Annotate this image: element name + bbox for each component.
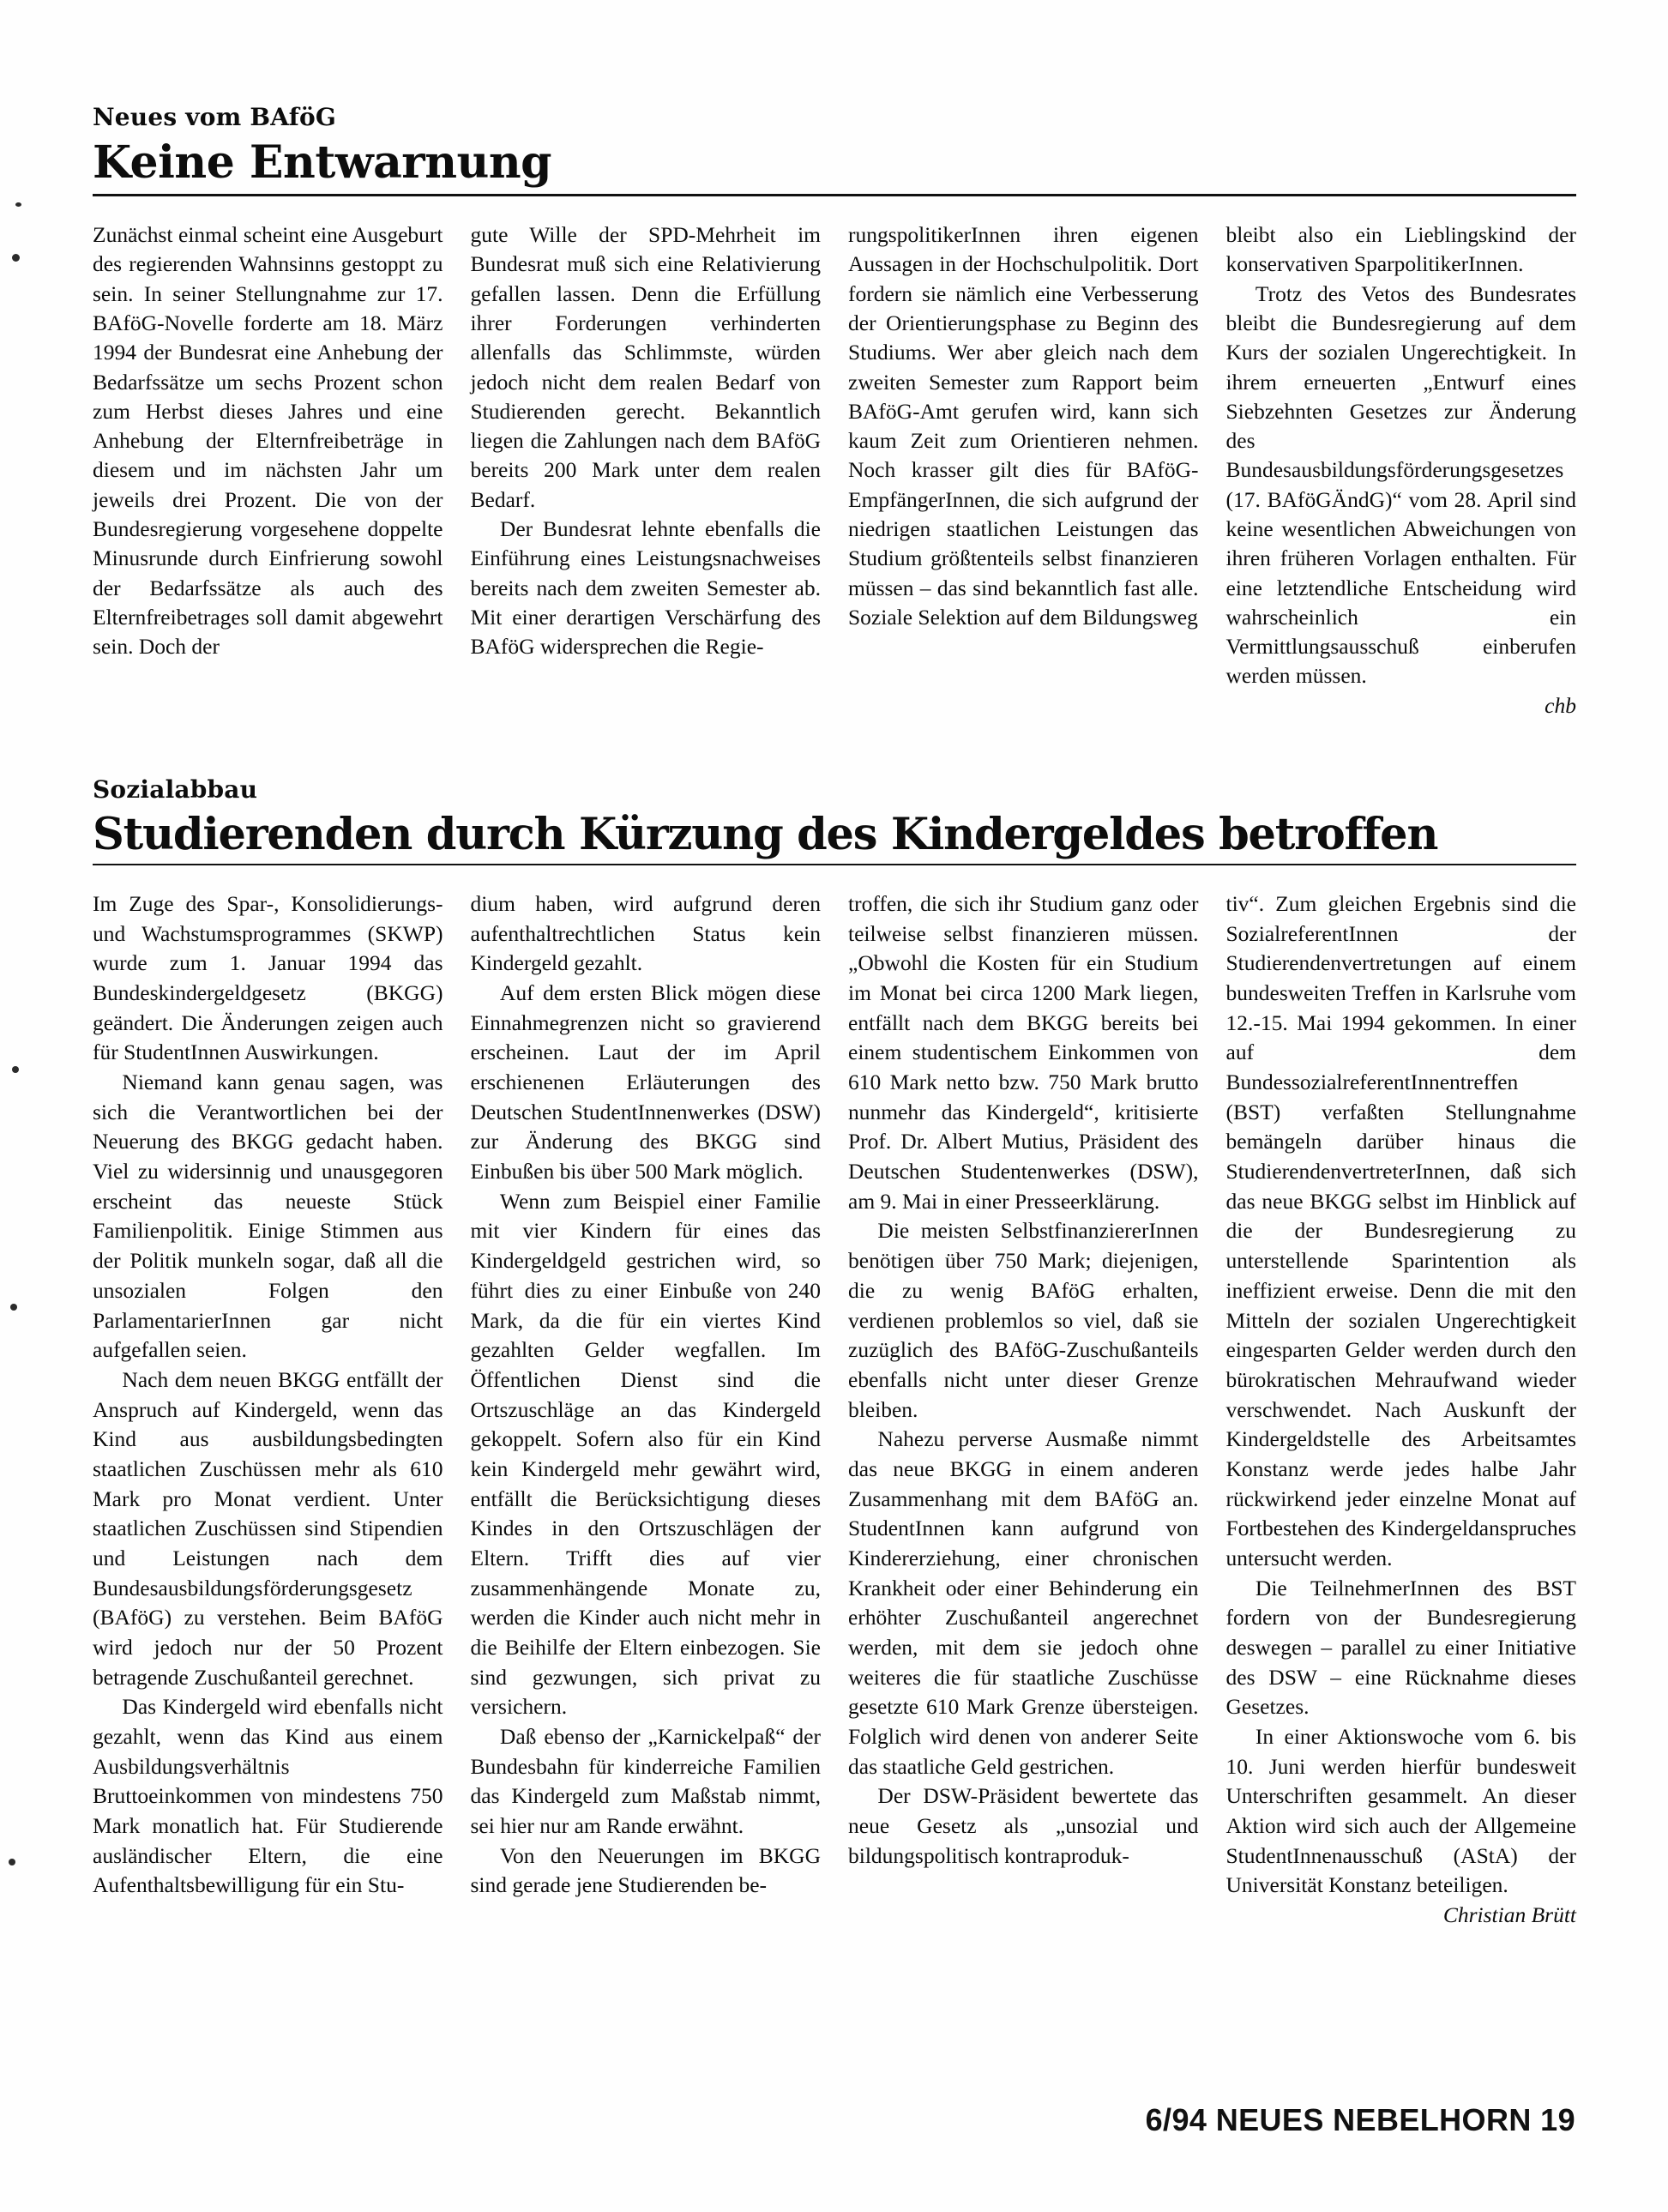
paragraph: Nach dem neuen BKGG entfällt der Anspruch auf Kindergeld, wenn das Kind aus ausbildungsbedingten staatlichen Zuschüssen mehr als 610 Mark pro Monat verdient. Unter staatlichen Zuschüssen sind Stipendien und Leistungen nach dem Bundesausbildungsförderungsgesetz (BAföG) zu verstehen. Beim BAföG wird jedoch nur der 50 Prozent betragende Zuschußanteil gerechnet. (93, 1366, 443, 1690)
article1-signature: chb (1545, 692, 1576, 718)
article2-divider (93, 864, 1576, 865)
article2-column-2 (471, 889, 822, 1901)
paragraph: Auf dem ersten Blick mögen diese Einnahmegrenzen nicht so gravierend erscheinen. Laut der im April erschienenen Erläuterungen des Deutschen StudentInnenwerkes (DSW) zur Änderung des BKGG sind Einbußen bis über 500 Mark möglich. (470, 980, 821, 1184)
paragraph: Das Kindergeld wird ebenfalls nicht gezahlt, wenn das Kind aus einem Ausbildungsverhältnis Bruttoeinkommen von mindestens 750 Mark monatlich hat. Für Studierende ausländischer Eltern, die eine Aufenthaltsbewilligung für ein Stu- (93, 1694, 443, 1898)
scan-artifact (15, 202, 21, 207)
scan-artifact (9, 1859, 15, 1865)
paragraph: bleibt also ein Lieblingskind der konservativen SparpolitikerInnen. (1225, 222, 1576, 277)
article1-headline: Keine Entwarnung (93, 136, 551, 189)
paragraph: Trotz des Vetos des Bundesrates bleibt die Bundesregierung auf dem Kurs der sozialen Ungerechtigkeit. In ihrem erneuerten „Entwurf eines Siebzehnten Gesetzes zur Änderung des Bundesausbildungsförderungsgesetzes (17. BAföGÄndG)“ vom 28. April sind keine wesentlichen Abweichungen von ihren früheren Vorlagen enthalten. Für eine letztendliche Entscheidung wird wahrscheinlich ein Vermittlungsausschuß einberufen werden müssen. (1225, 280, 1576, 689)
paragraph: troffen, die sich ihr Studium ganz oder teilweise selbst finanzieren müssen. „Obwohl die Kosten für ein Studium im Monat bei circa 1200 Mark liegen, entfällt nach dem BKGG bereits bei einem studentischem Einkommen von 610 Mark netto bzw. 750 Mark brutto nunmehr das Kindergeld“, kritisierte Prof. Dr. Albert Mutius, Präsident des Deutschen Studentenwerkes (DSW), am 9. Mai in einer Presseerklärung. (848, 891, 1199, 1214)
article1-column-3 (848, 220, 1199, 632)
paragraph: Der DSW-Präsident bewertete das neue Gesetz als „unsozial und bildungspolitisch kontraproduk- (848, 1783, 1199, 1868)
page-footer: 6/94 NEUES NEBELHORN 19 (1145, 2102, 1575, 2137)
paragraph: Die TeilnehmerInnen des BST fordern von der Bundesregierung deswegen – parallel zu einer Initiative des DSW – eine Rücknahme dieses Gesetzes. (1225, 1575, 1576, 1720)
article2-headline: Studierenden durch Kürzung des Kindergeldes betroffen (93, 809, 1438, 861)
page-content (93, 103, 1576, 1931)
paragraph: dium haben, wird aufgrund deren aufenthaltrechtlichen Status kein Kindergeld gezahlt. (470, 891, 821, 976)
paragraph: Daß ebenso der „Karnickelpaß“ der Bundesbahn für kinderreiche Familien das Kindergeld zum Maßstab nimmt, sei hier nur am Rande erwähnt. (470, 1723, 821, 1838)
paragraph: Von den Neuerungen im BKGG sind gerade jene Studierenden be- (470, 1842, 821, 1898)
paragraph: Wenn zum Beispiel einer Familie mit vier Kindern für eines das Kindergeldgeld gestrichen wird, so führt dies zu einer Einbuße von 240 Mark, da die für ein viertes Kind gezahlten Gelder wegfallen. Im Öffentlichen Dienst sind die Ortszuschläge an das Kindergeld gekoppelt. Sofern also für ein Kind kein Kindergeld mehr gewährt wird, entfällt die Berücksichtigung dieses Kindes in den Ortszuschlägen der Eltern. Trifft dies auf vier zusammenhängende Monate zu, werden die Kinder auch nicht mehr in die Beihilfe der Eltern einbezogen. Sie sind gezwungen, sich privat zu versichern. (470, 1188, 821, 1720)
article-kindergeld (93, 775, 1576, 1931)
paragraph: Die meisten SelbstfinanziererInnen benötigen über 750 Mark; diejenigen, die zu wenig BAföG erhalten, verdienen problemlos so viel, daß sie zuzüglich des BAföG-Zuschußanteils ebenfalls nicht unter dieser Grenze bleiben. (848, 1218, 1199, 1422)
paragraph: rungspolitikerInnen ihren eigenen Aussagen in der Hochschulpolitik. Dort fordern sie nämlich eine Verbesserung der Orientierungsphase zu Beginn des Studiums. Wer aber gleich nach dem zweiten Semester zum Rapport beim BAföG-Amt gerufen wird, kann sich kaum Zeit zum Orientieren nehmen. Noch krasser gilt dies für BAföG-EmpfängerInnen, die sich aufgrund der niedrigen staatlichen Leistungen das Studium größtenteils selbst finanzieren müssen – das sind bekanntlich fast alle. Soziale Selektion auf dem Bildungsweg (848, 222, 1199, 630)
article1-column-1 (93, 220, 443, 661)
scan-artifact (10, 1304, 17, 1311)
article-bafoeg (93, 103, 1576, 720)
paragraph: gute Wille der SPD-Mehrheit im Bundesrat muß sich eine Relativierung gefallen lassen. Denn die Erfüllung ihrer Forderungen verhinderten allenfalls das Schlimmste, würden jedoch nicht dem realen Bedarf von Studierenden gerecht. Bekanntlich liegen die Zahlungen nach dem BAföG bereits 200 Mark unter dem realen Bedarf. (470, 222, 821, 512)
paragraph: In einer Aktionswoche vom 6. bis 10. Juni werden hierfür bundesweit Unterschriften gesammelt. An dieser Aktion wird sich auch der Allgemeine StudentInnenausschuß (AStA) der Universität Konstanz beteiligen. (1225, 1723, 1576, 1898)
article2-column-3 (848, 889, 1199, 1871)
paragraph: Der Bundesrat lehnte ebenfalls die Einführung eines Leistungsnachweises bereits nach dem zweiten Semester ab. Mit einer derartigen Verschärfung des BAföG widersprechen die Regie- (470, 516, 821, 660)
paragraph: Nahezu perverse Ausmaße nimmt das neue BKGG in einem anderen Zusammenhang mit dem BAföG an. StudentInnen kann aufgrund von Kindererziehung, einer chronischen Krankheit oder einer Behinderung ein erhöhter Zuschußanteil angerechnet werden, mit dem sie jedoch ohne weiteres die für staatliche Zuschüsse gesetzte 610 Mark Grenze übersteigen. Folglich wird denen von anderer Seite das staatliche Geld gestrichen. (848, 1426, 1199, 1779)
paragraph: Zunächst einmal scheint eine Ausgeburt des regierenden Wahnsinns gestoppt zu sein. In seiner Stellungnahme zur 17. BAföG-Novelle forderte am 18. März 1994 der Bundesrat eine Anhebung der Bedarfssätze um sechs Prozent schon zum Herbst dieses Jahres und eine Anhebung der Elternfreibeträge in diesem und im nächsten Jahr um jeweils drei Prozent. Die von der Bundesregierung vorgesehene doppelte Minusrunde durch Einfrierung sowohl der Bedarfssätze als auch des Elternfreibetrages soll damit abgewehrt sein. Doch der (93, 222, 443, 660)
article1-column-2 (471, 220, 822, 661)
article2-column-1 (93, 889, 443, 1901)
article1-column-4 (1226, 220, 1577, 720)
article1-divider (93, 194, 1576, 196)
scan-artifact (12, 254, 20, 262)
article2-kicker: Sozialabbau (93, 775, 258, 805)
article2-signature: Christian Brütt (1442, 1902, 1576, 1927)
scan-artifact (12, 1066, 19, 1073)
article1-kicker: Neues vom BAföG (93, 103, 336, 131)
article1-columns (93, 220, 1576, 720)
article2-columns (93, 889, 1576, 1931)
paragraph: Im Zuge des Spar-, Konsolidierungs- und Wachstumsprogrammes (SKWP) wurde zum 1. Januar 1994 das Bundeskindergeldgesetz (BKGG) geändert. Die Änderungen zeigen auch für StudentInnen Auswirkungen. (93, 891, 443, 1065)
article2-column-4 (1226, 889, 1577, 1931)
paragraph: Niemand kann genau sagen, was sich die Verantwortlichen bei der Neuerung des BKGG gedacht haben. Viel zu widersinnig und unausgegoren erscheint das neueste Stück Familienpolitik. Einige Stimmen aus der Politik munkeln sogar, daß all die unsozialen Folgen den ParlamentarierInnen gar nicht aufgefallen seien. (93, 1070, 443, 1363)
paragraph: tiv“. Zum gleichen Ergebnis sind die SozialreferentInnen der Studierendenvertretungen auf einem bundesweiten Treffen in Karlsruhe vom 12.-15. Mai 1994 gekommen. In einer auf dem BundessozialreferentInnentreffen (BST) verfaßten Stellungnahme bemängeln darüber hinaus die StudierendenvertreterInnen, daß sich das neue BKGG selbst im Hinblick auf die der Bundesregierung zu unterstellende Sparintention als ineffizient erweise. Denn die mit den Mitteln der sozialen Ungerechtigkeit eingesparten Gelder werden durch den bürokratischen Mehraufwand wieder verschwendet. Nach Auskunft der Kindergeldstelle des Arbeitsamtes Konstanz werde jedes halbe Jahr rückwirkend jeder einzelne Monat auf Fortbestehen des Kindergeldanspruches untersucht werden. (1225, 891, 1576, 1570)
